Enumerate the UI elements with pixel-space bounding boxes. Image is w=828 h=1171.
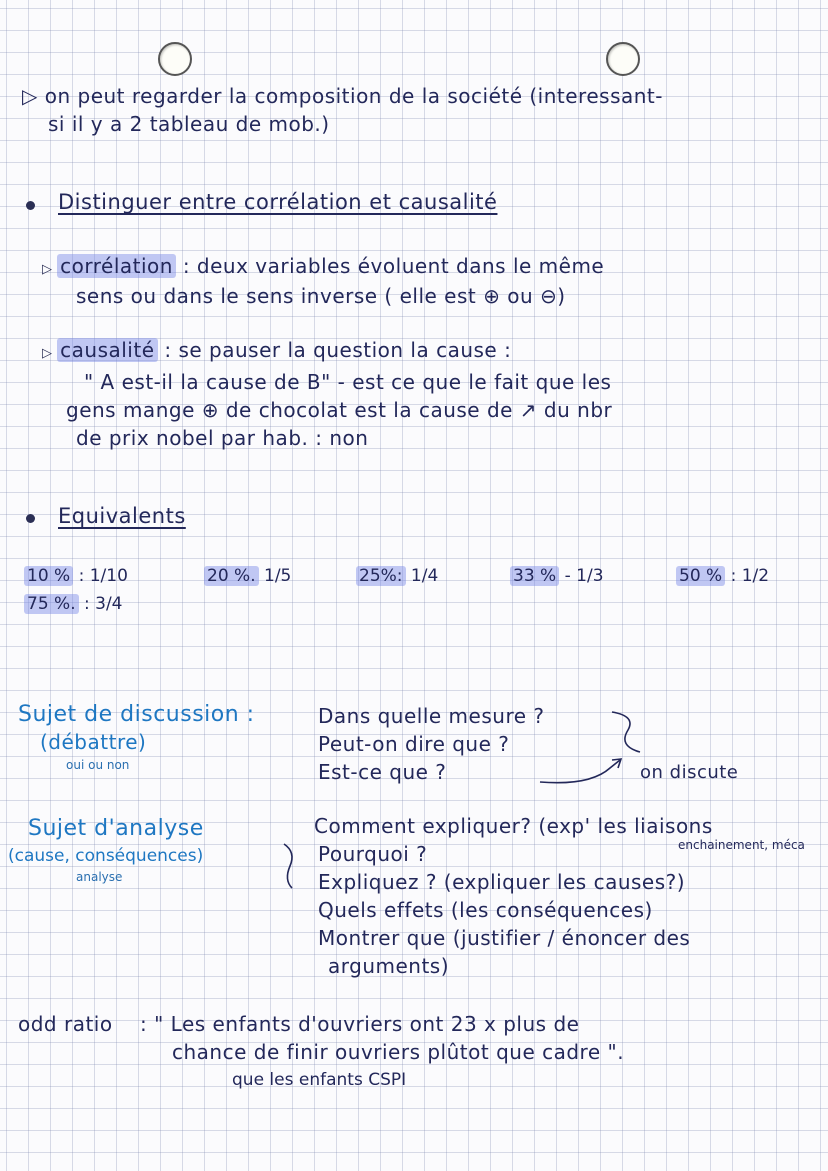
analyse-question-3: Expliquez ? (expliquer les causes?) (318, 870, 686, 894)
correlation-term: corrélation (57, 254, 176, 278)
discussion-note: oui ou non (66, 758, 130, 772)
analyse-brace (284, 844, 292, 888)
equivalent-percent: 20 %. (204, 566, 259, 586)
equivalent-percent: 50 % (676, 566, 725, 586)
triangle-bullet-icon: ▷ (42, 262, 58, 277)
triangle-bullet-icon: ▷ (42, 346, 58, 361)
discussion-question-2: Peut-on dire que ? (318, 732, 510, 756)
odd-ratio-line-3: que les enfants CSPI (232, 1070, 407, 1090)
correlation-definition-1: : deux variables évoluent dans le même (182, 254, 605, 278)
discussion-conclusion: on discute (640, 762, 739, 783)
correlation-definition-2: sens ou dans le sens inverse ( elle est ⊕ ou ⊖) (76, 284, 566, 308)
analyse-question-6: arguments) (328, 954, 450, 978)
section-title-correlation: Distinguer entre corrélation et causalité (58, 190, 498, 214)
equivalent-fraction: : 3/4 (84, 594, 123, 614)
analyse-subtitle: (cause, conséquences) (8, 846, 204, 866)
odd-ratio-line-2: chance de finir ouvriers plûtot que cadre ". (172, 1040, 625, 1064)
causality-definition-4: de prix nobel par hab. : non (76, 426, 369, 450)
equivalent-percent: 25%: (356, 566, 406, 586)
discussion-title: Sujet de discussion : (18, 702, 255, 727)
discussion-question-3: Est-ce que ? (318, 760, 447, 784)
equivalent-percent: 75 %. (24, 594, 79, 614)
equivalent-fraction: - 1/3 (564, 566, 604, 586)
equivalent-fraction: 1/4 (410, 566, 439, 586)
analyse-question-5: Montrer que (justifier / énoncer des (318, 926, 691, 950)
causality-definition-2: " A est-il la cause de B" - est ce que le fait que les (84, 370, 612, 394)
discussion-question-1: Dans quelle mesure ? (318, 704, 545, 728)
discussion-subtitle: (débattre) (40, 730, 147, 754)
analyse-note: analyse (76, 870, 123, 884)
odd-ratio-line-1: : " Les enfants d'ouvriers ont 23 x plus de (140, 1012, 580, 1036)
analyse-title: Sujet d'analyse (28, 816, 204, 841)
discussion-brace (612, 712, 640, 752)
causality-definition-3: gens mange ⊕ de chocolat est la cause de ↗ du nbr (66, 398, 613, 422)
equivalent-percent: 33 % (510, 566, 559, 586)
analyse-question-2: Pourquoi ? (318, 842, 428, 866)
analyse-question-1: Comment expliquer? (exp' les liaisons (314, 814, 713, 838)
equivalent-fraction: : 1/2 (730, 566, 770, 586)
equivalent-fraction: : 1/10 (78, 566, 128, 586)
causality-definition-1: : se pauser la question la cause : (164, 338, 512, 362)
equivalent-percent: 10 % (24, 566, 73, 586)
analyse-question-4: Quels effets (les conséquences) (318, 898, 653, 922)
intro-line-1: ▷ on peut regarder la composition de la société (interessant- (22, 84, 663, 108)
section-title-equivalents: Equivalents (58, 504, 186, 528)
analyse-question-1-note: enchainement, méca (678, 838, 805, 852)
odd-ratio-label: odd ratio (18, 1012, 113, 1036)
equivalent-fraction: 1/5 (264, 566, 292, 586)
discussion-arrow (540, 760, 620, 783)
intro-line-2: si il y a 2 tableau de mob.) (48, 112, 330, 136)
causality-term: causalité (57, 338, 157, 362)
